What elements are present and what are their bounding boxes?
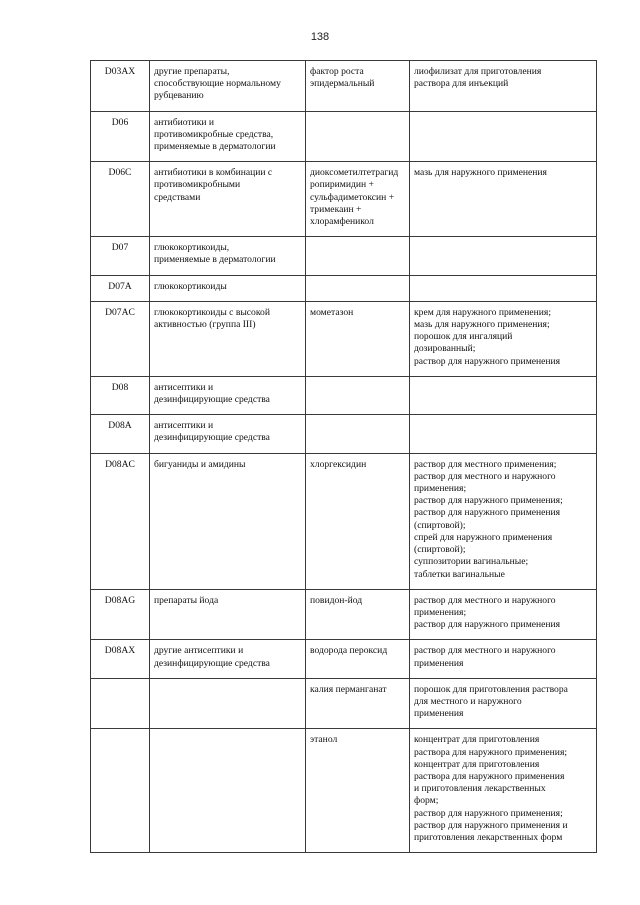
atc-code-cell: D07 xyxy=(91,237,150,275)
group-name-cell xyxy=(150,275,306,301)
dosage-forms-cell xyxy=(410,729,597,853)
cell-line: эпидермальный xyxy=(310,78,375,90)
cell-line: концентрат для приготовления xyxy=(414,734,540,746)
page-number: 138 xyxy=(310,31,330,43)
atc-code-cell: D03AX xyxy=(91,61,150,112)
cell-line: раствор для наружного применения xyxy=(414,619,561,631)
group-name-cell xyxy=(150,162,306,237)
cell-line: раствор для наружного применения xyxy=(414,355,561,367)
cell-line: антибиотики в комбинации с xyxy=(154,167,273,179)
substance-cell xyxy=(306,376,410,414)
cell-line: сульфадиметоксин + xyxy=(310,191,395,203)
substance-cell xyxy=(306,415,410,453)
cell-line: бигуаниды и амидины xyxy=(154,458,246,470)
cell-line: дезинфицирующие средства xyxy=(154,432,270,444)
substance-cell xyxy=(306,589,410,640)
cell-line: раствор для наружного применения; xyxy=(414,495,563,507)
table-row xyxy=(91,61,597,112)
table-row xyxy=(91,589,597,640)
dosage-forms-cell xyxy=(410,162,597,237)
atc-code-cell: D06C xyxy=(91,162,150,237)
group-name-cell xyxy=(150,61,306,112)
cell-line: мазь для наружного применения xyxy=(414,167,547,179)
dosage-forms-cell xyxy=(410,376,597,414)
atc-drug-table xyxy=(90,60,597,853)
atc-code-cell: D07AC xyxy=(91,301,150,376)
group-name-cell xyxy=(150,301,306,376)
cell-line: этанол xyxy=(310,734,338,746)
cell-line: спрей для наружного применения xyxy=(414,531,553,543)
cell-line: раствор для местного и наружного xyxy=(414,594,556,606)
group-name-cell xyxy=(150,453,306,589)
atc-code-cell xyxy=(91,678,150,729)
dosage-forms-cell xyxy=(410,301,597,376)
cell-line: противомикробными xyxy=(154,179,241,191)
cell-line: глюкокортикоиды с высокой xyxy=(154,306,270,318)
cell-line: применения; xyxy=(414,483,467,495)
cell-line: антисептики и xyxy=(154,381,214,393)
substance-cell xyxy=(306,453,410,589)
cell-line: раствора для инъекций xyxy=(414,78,509,90)
dosage-forms-cell xyxy=(410,237,597,275)
cell-line: мометазон xyxy=(310,306,354,318)
table-row xyxy=(91,301,597,376)
cell-line: другие антисептики и xyxy=(154,645,244,657)
cell-line: антисептики и xyxy=(154,420,214,432)
cell-line: средствами xyxy=(154,191,201,203)
cell-line: для местного и наружного xyxy=(414,695,522,707)
cell-line: концентрат для приготовления xyxy=(414,758,540,770)
cell-line: лиофилизат для приготовления xyxy=(414,66,542,77)
cell-line: калия перманганат xyxy=(310,683,387,695)
cell-line: форм; xyxy=(414,795,439,807)
dosage-forms-cell xyxy=(410,275,597,301)
atc-code-cell: D07A xyxy=(91,275,150,301)
cell-line: диоксометилтетрагид xyxy=(310,167,399,179)
atc-code-cell xyxy=(91,729,150,853)
table-row xyxy=(91,275,597,301)
dosage-forms-cell xyxy=(410,61,597,112)
atc-code-cell: D08AG xyxy=(91,589,150,640)
cell-line: крем для наружного применения; xyxy=(414,306,551,318)
cell-line: глюкокортикоиды xyxy=(154,280,227,292)
cell-line: активностью (группа III) xyxy=(154,319,256,331)
cell-line: применения xyxy=(414,657,464,669)
cell-line: применяемые в дерматологии xyxy=(154,141,276,153)
cell-line: водорода пероксид xyxy=(310,645,388,657)
group-name-cell xyxy=(150,415,306,453)
dosage-forms-cell xyxy=(410,415,597,453)
table-row xyxy=(91,453,597,589)
group-name-cell xyxy=(150,589,306,640)
table-row xyxy=(91,376,597,414)
table-row xyxy=(91,729,597,853)
dosage-forms-cell xyxy=(410,589,597,640)
group-name-cell xyxy=(150,111,306,162)
substance-cell xyxy=(306,162,410,237)
table-row xyxy=(91,640,597,678)
cell-line: дозированный; xyxy=(414,343,476,355)
cell-line: раствор для наружного применения и xyxy=(414,819,568,831)
cell-line: мазь для наружного применения; xyxy=(414,319,550,331)
table-row xyxy=(91,162,597,237)
cell-line: способствующие нормальному xyxy=(154,78,281,90)
cell-line: порошок для ингаляций xyxy=(414,331,513,343)
atc-table-body xyxy=(91,61,597,853)
table-row xyxy=(91,415,597,453)
cell-line: ропиримидин + xyxy=(310,179,374,191)
cell-line: тримекаин + xyxy=(310,203,362,215)
cell-line: применения; xyxy=(414,606,467,618)
cell-line: раствора для наружного применения; xyxy=(414,746,568,758)
cell-line: повидон-йод xyxy=(310,594,363,606)
group-name-cell xyxy=(150,729,306,853)
cell-line: раствора для наружного применения xyxy=(414,770,565,782)
dosage-forms-cell xyxy=(410,111,597,162)
substance-cell xyxy=(306,678,410,729)
cell-line: раствор для местного применения; xyxy=(414,458,557,470)
cell-line: другие препараты, xyxy=(154,66,230,77)
cell-line: хлорамфеникол xyxy=(310,216,374,228)
substance-cell xyxy=(306,237,410,275)
cell-line: применяемые в дерматологии xyxy=(154,254,276,266)
cell-line: глюкокортикоиды, xyxy=(154,242,230,254)
cell-line: препараты йода xyxy=(154,594,219,606)
cell-line: и приготовления лекарственных xyxy=(414,783,546,795)
cell-line: антибиотики и xyxy=(154,116,215,128)
dosage-forms-cell xyxy=(410,678,597,729)
cell-line: противомикробные средства, xyxy=(154,128,274,140)
atc-code-cell: D08 xyxy=(91,376,150,414)
cell-line: таблетки вагинальные xyxy=(414,568,505,580)
group-name-cell xyxy=(150,640,306,678)
cell-line: хлоргексидин xyxy=(310,458,367,470)
group-name-cell xyxy=(150,678,306,729)
table-row xyxy=(91,678,597,729)
cell-line: суппозитории вагинальные; xyxy=(414,556,529,568)
table-row xyxy=(91,237,597,275)
cell-line: раствор для наружного применения; xyxy=(414,807,563,819)
group-name-cell xyxy=(150,376,306,414)
substance-cell xyxy=(306,301,410,376)
cell-line: применения xyxy=(414,708,464,720)
cell-line: рубцеванию xyxy=(154,90,204,102)
substance-cell xyxy=(306,275,410,301)
cell-line: (спиртовой); xyxy=(414,544,466,556)
substance-cell xyxy=(306,640,410,678)
cell-line: дезинфицирующие средства xyxy=(154,394,270,406)
substance-cell xyxy=(306,729,410,853)
cell-line: (спиртовой); xyxy=(414,519,466,531)
cell-line: раствор для местного и наружного xyxy=(414,470,556,482)
atc-code-cell: D08AC xyxy=(91,453,150,589)
group-name-cell xyxy=(150,237,306,275)
atc-code-cell: D08AX xyxy=(91,640,150,678)
substance-cell xyxy=(306,111,410,162)
cell-line: дезинфицирующие средства xyxy=(154,657,270,669)
atc-code-cell: D08A xyxy=(91,415,150,453)
dosage-forms-cell xyxy=(410,453,597,589)
cell-line: раствор для наружного применения xyxy=(414,507,561,519)
substance-cell xyxy=(306,61,410,112)
cell-line: приготовления лекарственных форм xyxy=(414,831,563,843)
atc-code-cell: D06 xyxy=(91,111,150,162)
cell-line: фактор роста xyxy=(310,66,364,77)
table-row xyxy=(91,111,597,162)
cell-line: раствор для местного и наружного xyxy=(414,645,556,657)
cell-line: порошок для приготовления раствора xyxy=(414,683,568,695)
dosage-forms-cell xyxy=(410,640,597,678)
